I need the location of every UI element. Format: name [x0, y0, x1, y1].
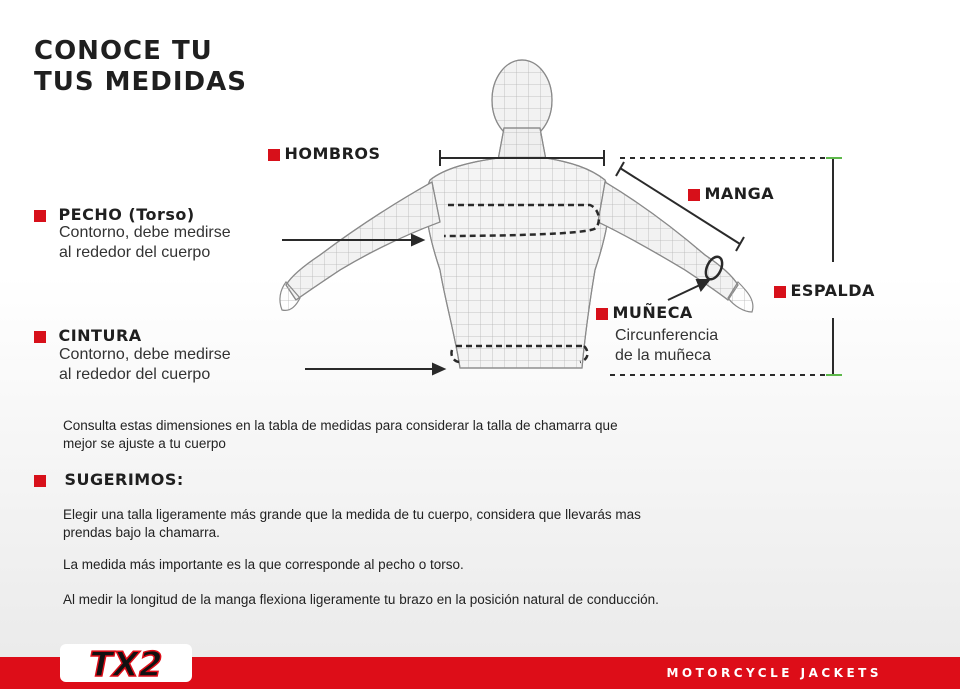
manga-label-group [688, 184, 774, 204]
consulta-paragraph [63, 417, 618, 453]
pecho-desc-line-2: al rededor del cuerpo [59, 244, 211, 261]
title-line-2: TUS MEDIDAS [34, 67, 247, 97]
muneca-description [615, 326, 718, 366]
logo-text: TX2 [89, 645, 163, 685]
title-line-1: CONOCE TU [34, 36, 213, 66]
hombros-label: HOMBROS [284, 144, 381, 163]
sugerimos-paragraph-1 [63, 506, 641, 542]
muneca-label: MUÑECA [612, 303, 693, 322]
sugerimos-p1-line-2: prendas bajo la chamarra. [63, 525, 220, 540]
espalda-label: ESPALDA [790, 281, 875, 300]
footer-tagline: MOTORCYCLE JACKETS [666, 666, 882, 680]
sugerimos-heading: SUGERIMOS: [64, 470, 184, 489]
cintura-description [59, 345, 231, 385]
tx2-logo [58, 638, 198, 686]
bullet-icon [34, 475, 46, 487]
sugerimos-paragraph-2: La medida más importante es la que corresponde al pecho o torso. [63, 557, 464, 572]
hombros-label-group [268, 144, 381, 164]
pecho-desc-line-1: Contorno, debe medirse [59, 224, 231, 241]
bullet-icon [596, 308, 608, 320]
bullet-icon [774, 286, 786, 298]
sugerimos-heading-group [34, 470, 184, 490]
manga-label: MANGA [704, 184, 775, 203]
muneca-label-group [596, 303, 693, 323]
muneca-arrow [668, 280, 709, 300]
sugerimos-paragraph-3: Al medir la longitud de la manga flexiona ligeramente tu brazo en la posición natural de conducción. [63, 592, 659, 607]
bullet-icon [34, 210, 46, 222]
consulta-line-1: Consulta estas dimensiones en la tabla de medidas para considerar la talla de chamarra que [63, 418, 618, 433]
cintura-desc-line-1: Contorno, debe medirse [59, 346, 231, 363]
sugerimos-p1-line-1: Elegir una talla ligeramente más grande que la medida de tu cuerpo, considera que llevarás mas [63, 507, 641, 522]
pecho-label: PECHO (Torso) [58, 205, 195, 224]
pecho-description [59, 223, 231, 263]
bullet-icon [34, 331, 46, 343]
bullet-icon [268, 149, 280, 161]
muneca-desc-line-1: Circunferencia [615, 327, 719, 344]
espalda-label-group [774, 281, 875, 301]
pecho-label-group [34, 205, 195, 225]
cintura-label-group [34, 326, 142, 346]
cintura-desc-line-2: al rededor del cuerpo [59, 366, 211, 383]
consulta-line-2: mejor se ajuste a tu cuerpo [63, 436, 226, 451]
bullet-icon [688, 189, 700, 201]
muneca-desc-line-2: de la muñeca [615, 347, 712, 364]
cintura-arrow [305, 364, 444, 374]
cintura-label: CINTURA [58, 326, 142, 345]
